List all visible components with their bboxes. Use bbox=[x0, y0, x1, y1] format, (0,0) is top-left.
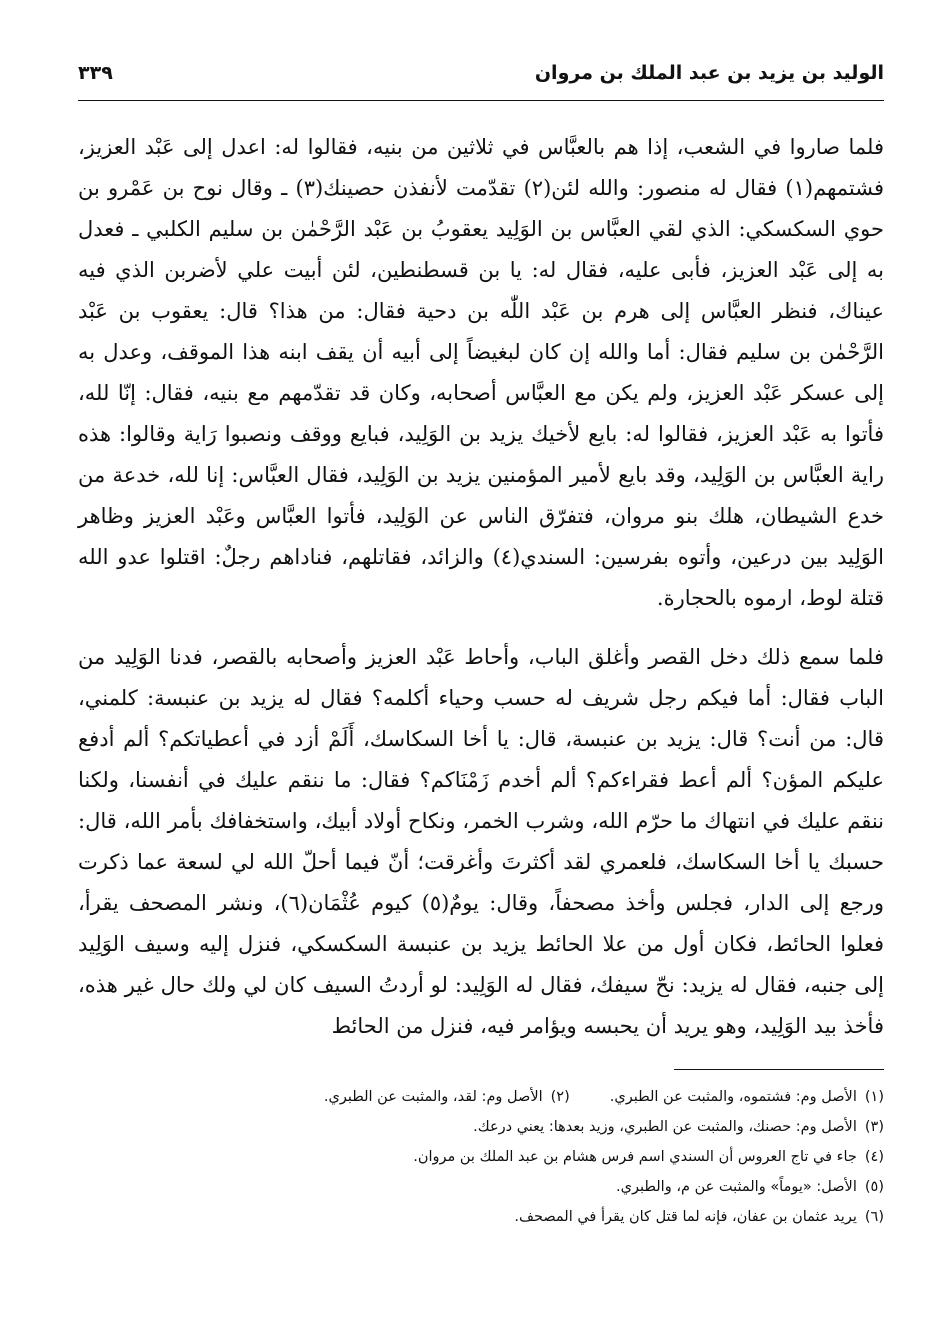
page-number: ٣٣٩ bbox=[78, 62, 113, 84]
footnote-3-number: (٣) bbox=[864, 1119, 884, 1135]
running-head bbox=[78, 62, 884, 96]
footnote-1-number: (١) bbox=[864, 1089, 884, 1105]
footnote-6 bbox=[514, 1202, 884, 1232]
footnote-5-text: الأصل: «يوماً» والمثبت عن م، والطبري. bbox=[616, 1179, 857, 1195]
footnote-row bbox=[78, 1202, 884, 1232]
footnote-6-text: يريد عثمان بن عفان، فإنه لما قتل كان يقرأ في المصحف. bbox=[514, 1209, 857, 1225]
book-page bbox=[78, 62, 884, 1282]
footnote-row bbox=[78, 1112, 884, 1142]
footnote-6-number: (٦) bbox=[864, 1209, 884, 1225]
footnote-4-text: جاء في تاج العروس أن السندي اسم فرس هشام بن عبد الملك بن مروان. bbox=[413, 1149, 857, 1165]
footnote-2 bbox=[324, 1082, 570, 1112]
footnote-row bbox=[78, 1142, 884, 1172]
header-rule bbox=[78, 100, 884, 101]
footnote-1 bbox=[610, 1082, 884, 1112]
footnote-2-number: (٢) bbox=[550, 1089, 570, 1105]
body-paragraph-1: فلما صاروا في الشعب، إذا هم بالعبَّاس في ثلاثين من بنيه، فقالوا له: اعدل إلى عَبْد العزيز، فشتمهم(١) فقال له منصور: والله لئن(٢) تقدّمت لأنفذن حصينك(٣) ـ وقال نوح بن عَمْرو بن حوي السكسكي: الذي لقي العبَّاس بن الوَلِيد يعقوبُ بن عَبْد الرَّحْمٰن بن سليم الكلبي ـ فعدل به إلى عَبْد العزيز، فأبى عليه، فقال له: يا بن قسطنطين، لئن أبيت علي لأضربن الذي فيه عيناك، فنظر العبَّاس إلى هرم بن عَبْد اللّٰه بن دحية فقال: من هذا؟ قال: يعقوب بن عَبْد الرَّحْمٰن بن سليم فقال: أما والله إن كان لبغيضاً إلى أبيه أن يقف ابنه هذا الموقف، وعدل به إلى عسكر عَبْد العزيز، ولم يكن مع العبَّاس أصحابه، وكان قد تقدّمهم مع بنيه، فقال: إنّا لله، فأتوا به عَبْد العزيز، فقالوا له: بايع لأخيك يزيد بن الوَلِيد، فبايع ووقف ونصبوا رَاية وقالوا: هذه راية العبَّاس بن الوَلِيد، وقد بايع لأمير المؤمنين يزيد بن الوَلِيد، فقال العبَّاس: إنا لله، خدعة من خدع الشيطان، هلك بنو مروان، فتفرّق الناس عن الوَلِيد، فأتوا العبَّاس وعَبْد العزيز وظاهر الوَلِيد بين درعين، وأتوه بفرسين: السندي(٤) والزائد، فقاتلهم، فناداهم رجلٌ: اقتلوا عدو الله قتلة لوط، ارموه بالحجارة. bbox=[78, 135, 885, 610]
footnotes bbox=[78, 1082, 884, 1232]
footnote-3-text: الأصل وم: حصنك، والمثبت عن الطبري، وزيد بعدها: يعني درعك. bbox=[473, 1119, 857, 1135]
footnote-2-text: الأصل وم: لقد، والمثبت عن الطبري. bbox=[323, 1089, 543, 1105]
footnote-1-text: الأصل وم: فشتموه، والمثبت عن الطبري. bbox=[609, 1089, 857, 1105]
chapter-title: الوليد بن يزيد بن عبد الملك بن مروان bbox=[534, 62, 884, 84]
footnote-3 bbox=[473, 1112, 884, 1142]
footnote-4 bbox=[413, 1142, 884, 1172]
footnote-5 bbox=[616, 1172, 884, 1202]
footnote-rule bbox=[674, 1069, 884, 1070]
footnote-4-number: (٤) bbox=[864, 1149, 884, 1165]
body-paragraph-2: فلما سمع ذلك دخل القصر وأغلق الباب، وأحاط عَبْد العزيز وأصحابه بالقصر، فدنا الوَلِيد من الباب فقال: أما فيكم رجل شريف له حسب وحياء أكلمه؟ فقال له يزيد بن عنبسة: كلمني، قال: من أنت؟ قال: يزيد بن عنبسة، قال: يا أخا السكاسك، أَلَمْ أزد في أعطياتكم؟ ألم أدفع عليكم المؤن؟ ألم أعط فقراءكم؟ ألم أخدم زَمْنَاكم؟ فقال: ما ننقم عليك في أنفسنا، ولكنا ننقم عليك في انتهاك ما حرّم الله، وشرب الخمر، ونكاح أولاد أبيك، واستخفافك بأمر الله، قال: حسبك يا أخا السكاسك، فلعمري لقد أكثرتَ وأغرقت؛ أنّ فيما أحلّ الله لي لسعة عما ذكرت ورجع إلى الدار، فجلس وأخذ مصحفاً، وقال: يومٌ(٥) كيوم عُثْمَان(٦)، ونشر المصحف يقرأ، فعلوا الحائط، فكان أول من علا الحائط يزيد بن عنبسة السكسكي، فنزل إليه وسيف الوَلِيد إلى جنبه، فقال له يزيد: نحّ سيفك، فقال له الوَلِيد: لو أردتُ السيف كان لي ولك حال غير هذه، فأخذ بيد الوَلِيد، وهو يريد أن يحبسه ويؤامر فيه، فنزل من الحائط bbox=[78, 645, 885, 1038]
footnote-row bbox=[78, 1082, 884, 1112]
footnote-5-number: (٥) bbox=[864, 1179, 884, 1195]
footnote-row bbox=[78, 1172, 884, 1202]
